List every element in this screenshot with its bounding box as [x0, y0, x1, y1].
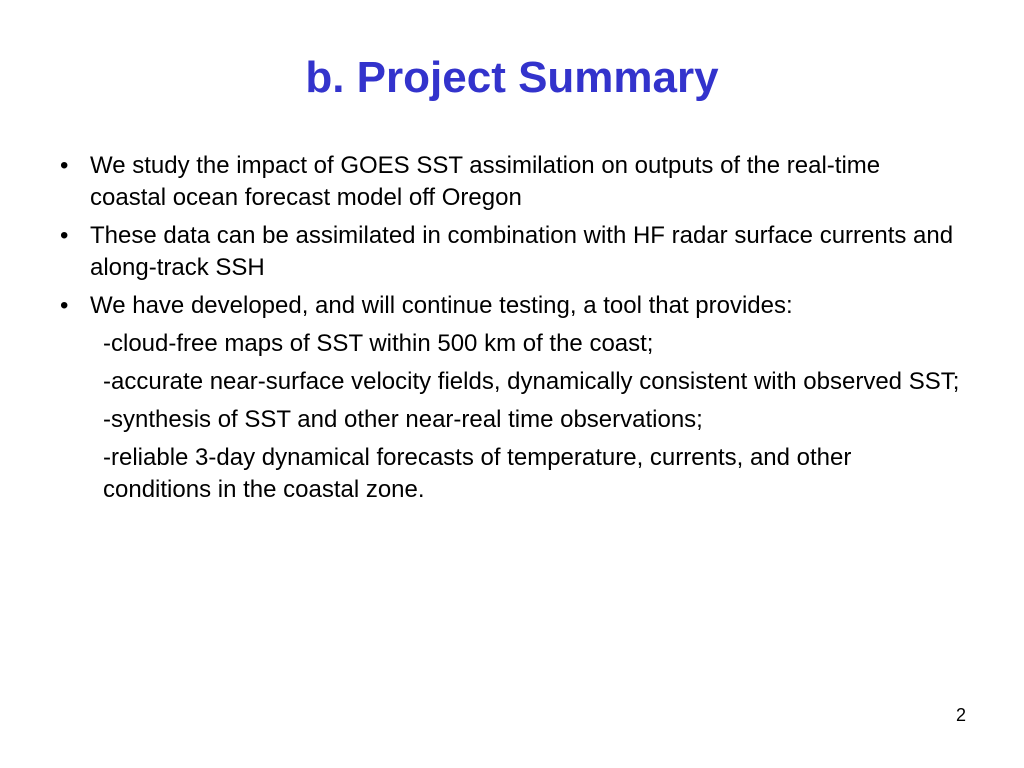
bullet-glyph: •: [60, 222, 69, 249]
bullet-text: We study the impact of GOES SST assimilation on outputs of the real-time coastal ocean forecast model off Oregon: [90, 152, 881, 211]
sub-item: -synthesis of SST and other near-real time observations;: [103, 406, 703, 433]
bullet-item: [60, 150, 960, 214]
slide-body: [60, 150, 960, 512]
sub-item: -reliable 3-day dynamical forecasts of temperature, currents, and other conditions in the coastal zone.: [103, 444, 852, 503]
slide-title: b. Project Summary: [305, 53, 719, 102]
bullet-text: We have developed, and will continue testing, a tool that provides:: [90, 292, 793, 319]
bullet-glyph: •: [60, 152, 69, 179]
bullet-item: [60, 290, 960, 322]
sub-item: -accurate near-surface velocity fields, dynamically consistent with observed SST;: [103, 368, 960, 395]
bullet-text: These data can be assimilated in combination with HF radar surface currents and along-track SSH: [90, 222, 954, 281]
bullet-item: [60, 220, 960, 284]
page-number: 2: [955, 705, 966, 725]
bullet-glyph: •: [60, 292, 69, 319]
sub-item: -cloud-free maps of SST within 500 km of the coast;: [103, 330, 654, 357]
